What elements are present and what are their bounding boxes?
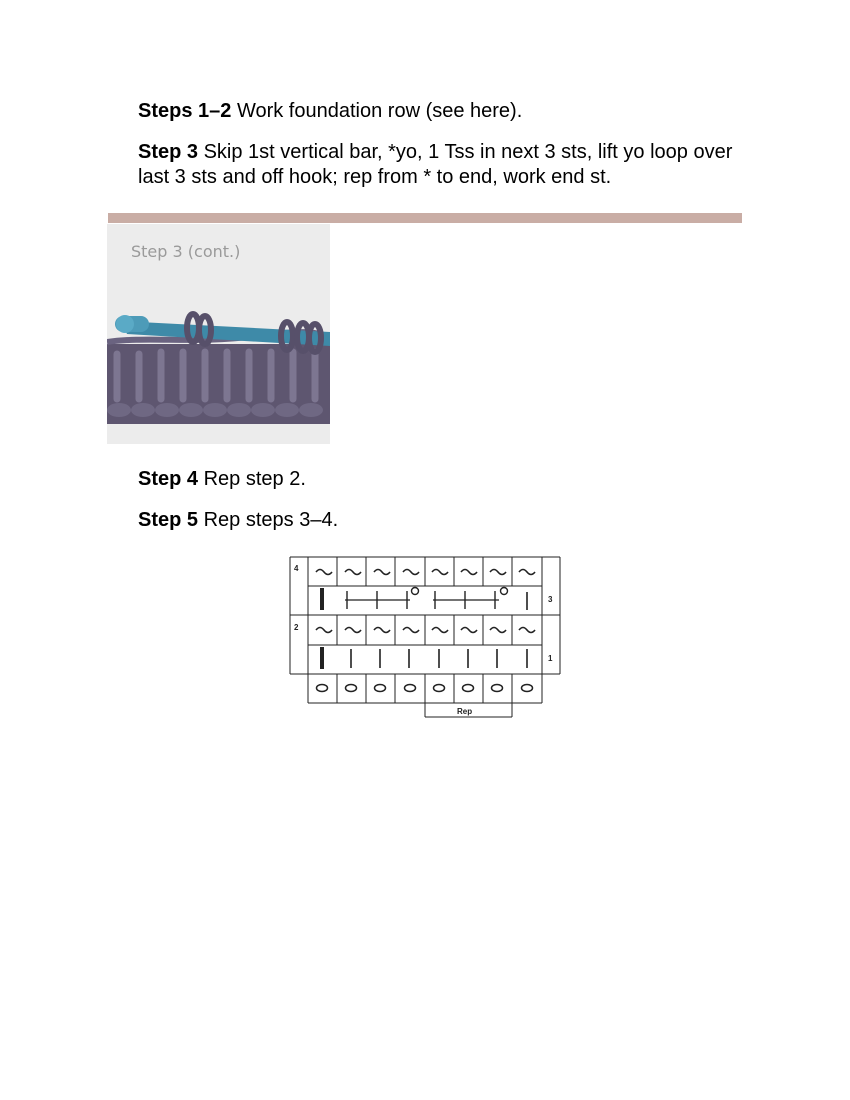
stitch-chart	[289, 556, 564, 721]
step-5	[138, 508, 738, 533]
step-4	[138, 467, 738, 492]
step-label: Steps 1–2	[138, 100, 232, 122]
step-3	[138, 140, 738, 190]
step-text: Rep steps 3–4.	[203, 509, 339, 531]
row-number-4: 4	[294, 564, 299, 573]
step-text: Rep step 2.	[203, 468, 306, 490]
step-label: Step 5	[138, 509, 199, 531]
row-number-2: 2	[294, 623, 299, 632]
row-number-1: 1	[548, 654, 553, 663]
step-label: Step 4	[138, 468, 199, 490]
step-3-photo	[107, 224, 330, 444]
photo-caption: Step 3 (cont.)	[131, 242, 241, 261]
step-1-2	[138, 99, 738, 124]
step-text: Work foundation row (see here).	[236, 100, 523, 122]
section-divider	[108, 213, 742, 223]
repeat-label: Rep	[457, 707, 473, 716]
row-number-3: 3	[548, 595, 553, 604]
step-text: Skip 1st vertical bar, *yo, 1 Tss in next 3 sts, lift yo loop over last 3 sts and off hook; rep from * to end, work end st.	[138, 141, 733, 188]
step-label: Step 3	[138, 141, 199, 163]
